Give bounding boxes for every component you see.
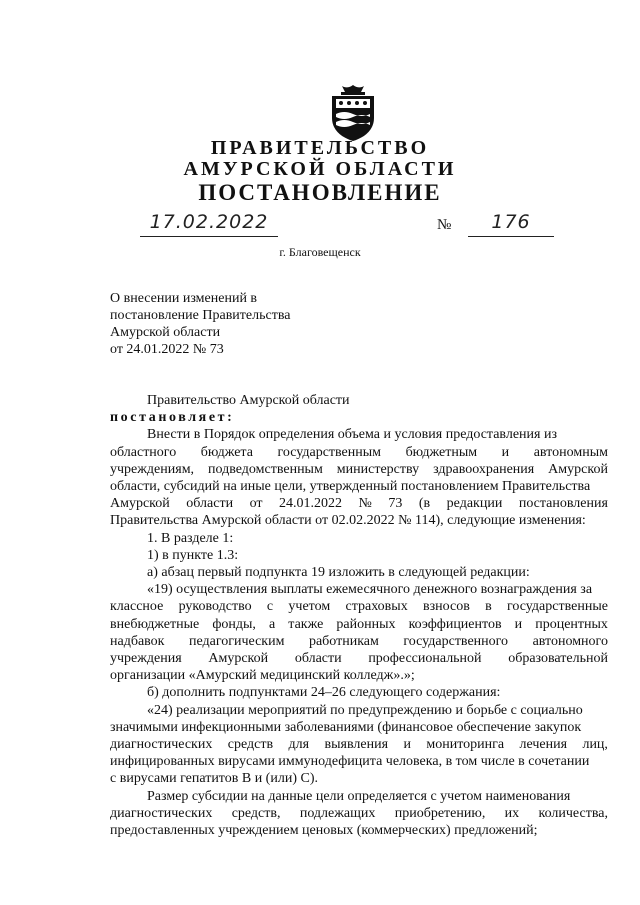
body-line: «24) реализации мероприятий по предупреждению и борьбе с социально [147,702,583,718]
body-line: Размер субсидии на данные цели определяется с учетом наименования [147,788,571,804]
word: лиц, [582,737,608,753]
word: Амурской [110,496,170,512]
handwritten-date: 17.02.2022 [140,212,278,237]
word: образовательной [508,651,608,667]
body-line: 1. В разделе 1: [147,530,234,546]
word: для [288,737,310,753]
word: а [269,616,276,632]
body-line: области, субсидий на иные цели, утвержденный постановлением Правительства [110,479,591,495]
word: автономным [533,444,608,460]
word: государственным [277,444,382,460]
word: надбавок [110,633,165,649]
word: государственные [507,599,608,615]
word: их [504,805,520,821]
subject-line: постановление Правительства [110,308,291,323]
word: мониторинга [426,737,505,753]
word: областного [110,444,177,460]
word: государственного [403,633,509,649]
subject-line: О внесении изменений в [110,291,258,306]
body-line: предоставленных учреждением ценовых (коммерческих) предложений; [110,823,538,839]
body-line [110,461,608,478]
word: средств, [231,805,281,821]
word: от [249,496,263,512]
body-line: б) дополнить подпунктами 24–26 следующего содержания: [147,685,501,701]
word: 24.01.2022 [279,496,343,512]
body-line: Правительства Амурской области от 02.02.2022 № 114), следующие изменения: [110,513,586,529]
word: классное [110,599,164,615]
city-name: г. Благовещенск [279,245,361,259]
word: (в [418,496,431,512]
word: учреждениям, [110,461,195,477]
body-line: значимыми инфекционными заболеваниями (финансовое обеспечение закупок [110,719,582,735]
word: здравоохранения [433,461,535,477]
body-line: «19) осуществления выплаты ежемесячного денежного вознаграждения за [147,582,593,598]
body-line [110,598,608,615]
word: подлежащих [299,805,376,821]
word: руководство [178,599,252,615]
word: 73 [388,496,403,512]
word: области [294,651,342,667]
subject-line: Амурской области [110,325,221,340]
handwritten-document-number: 176 [468,212,554,237]
word: приобретению, [394,805,486,821]
body-line: с вирусами гепатитов В и (или) С). [110,771,318,787]
word: и [514,616,523,632]
coat-of-arms-emblem [329,84,377,142]
word: бюджета [200,444,253,460]
body-line [110,495,608,512]
word: учреждения [110,651,182,667]
word: районных [336,616,396,632]
document-body [110,392,608,839]
word: Амурской [548,461,608,477]
body-line: Внести в Порядок определения объема и условия предоставления из [147,427,558,443]
word: подведомственным [208,461,323,477]
document-type-title: ПОСТАНОВЛЕНИЕ [198,180,442,205]
word: количества, [538,805,608,821]
word: также [288,616,324,632]
word: работникам [308,633,379,649]
body-line: инфицированных вирусами иммунодефицита человека, в том числе в сочетании [110,754,590,770]
word: лечения [519,737,568,753]
body-line: организации «Амурский медицинский колледж».»; [110,668,415,684]
word: внебюджетные [110,616,200,632]
document-subject [110,290,330,358]
word: взносов [423,599,470,615]
word: коэффициентов [408,616,502,632]
word: диагностических [110,805,213,821]
word: педагогическим [188,633,285,649]
word: редакции [446,496,503,512]
word: бюджетным [405,444,478,460]
org-name-line1: ПРАВИТЕЛЬСТВО [210,137,430,159]
word: учетом [288,599,331,615]
body-line-resolves: постановляет: [110,410,235,426]
word: № [358,496,372,512]
word: министерству [336,461,420,477]
word: диагностических [110,737,213,753]
number-label: № [437,217,452,233]
word: и [501,444,510,460]
body-line [110,650,608,667]
word: и [403,737,411,753]
word: выявления [324,737,389,753]
word: с [266,599,274,615]
word: страховых [345,599,408,615]
body-line [110,616,608,633]
body-line: а) абзац первый подпункта 19 изложить в следующей редакции: [147,565,530,581]
org-name-line2: АМУРСКОЙ ОБЛАСТИ [183,158,457,180]
body-line: 1) в пункте 1.3: [147,547,239,563]
body-line [110,736,608,753]
word: фонды, [212,616,256,632]
word: автономного [532,633,608,649]
word: Амурской [208,651,269,667]
word: профессиональной [368,651,482,667]
body-line [110,444,608,461]
subject-line: от 24.01.2022 № 73 [110,342,224,357]
body-line [110,805,608,822]
body-line [110,633,608,650]
word: процентных [535,616,608,632]
word: средств [227,737,274,753]
word: постановления [518,496,608,512]
word: области [186,496,234,512]
body-line: Правительство Амурской области [147,393,350,408]
word: в [485,599,492,615]
